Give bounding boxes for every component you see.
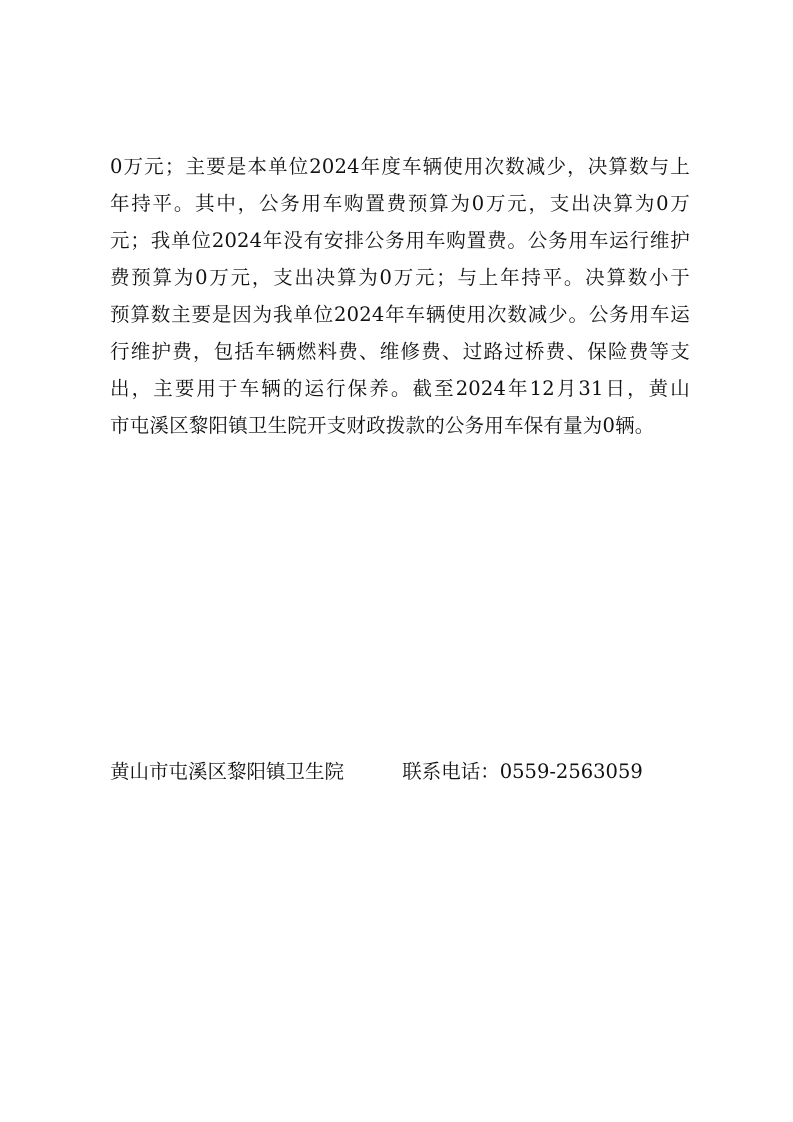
paragraph-line-1: 0万元；主要是本单位2024年度车辆使用次数减少，决算数与上 bbox=[110, 155, 690, 178]
paragraph-line-6: 行维护费，包括车辆燃料费、维修费、过路过桥费、保险费等支 bbox=[110, 340, 690, 363]
paragraph-line-2: 年持平。其中，公务用车购置费预算为0万元，支出决算为0万 bbox=[110, 192, 690, 215]
paragraph-line-7: 出，主要用于车辆的运行保养。截至2024年12月31日，黄山 bbox=[110, 377, 690, 400]
organization-name: 黄山市屯溪区黎阳镇卫生院 bbox=[110, 760, 345, 783]
paragraph-line-5: 预算数主要是因为我单位2024年车辆使用次数减少。公务用车运 bbox=[110, 303, 690, 326]
body-paragraph bbox=[110, 148, 690, 444]
paragraph-line-8: 市屯溪区黎阳镇卫生院开支财政拨款的公务用车保有量为0辆。 bbox=[110, 414, 655, 437]
contact-phone: 联系电话：0559-2563059 bbox=[402, 760, 643, 783]
paragraph-line-4: 费预算为0万元，支出决算为0万元；与上年持平。决算数小于 bbox=[110, 266, 690, 289]
footer bbox=[110, 757, 643, 787]
paragraph-line-3: 元；我单位2024年没有安排公务用车购置费。公务用车运行维护 bbox=[110, 229, 690, 252]
